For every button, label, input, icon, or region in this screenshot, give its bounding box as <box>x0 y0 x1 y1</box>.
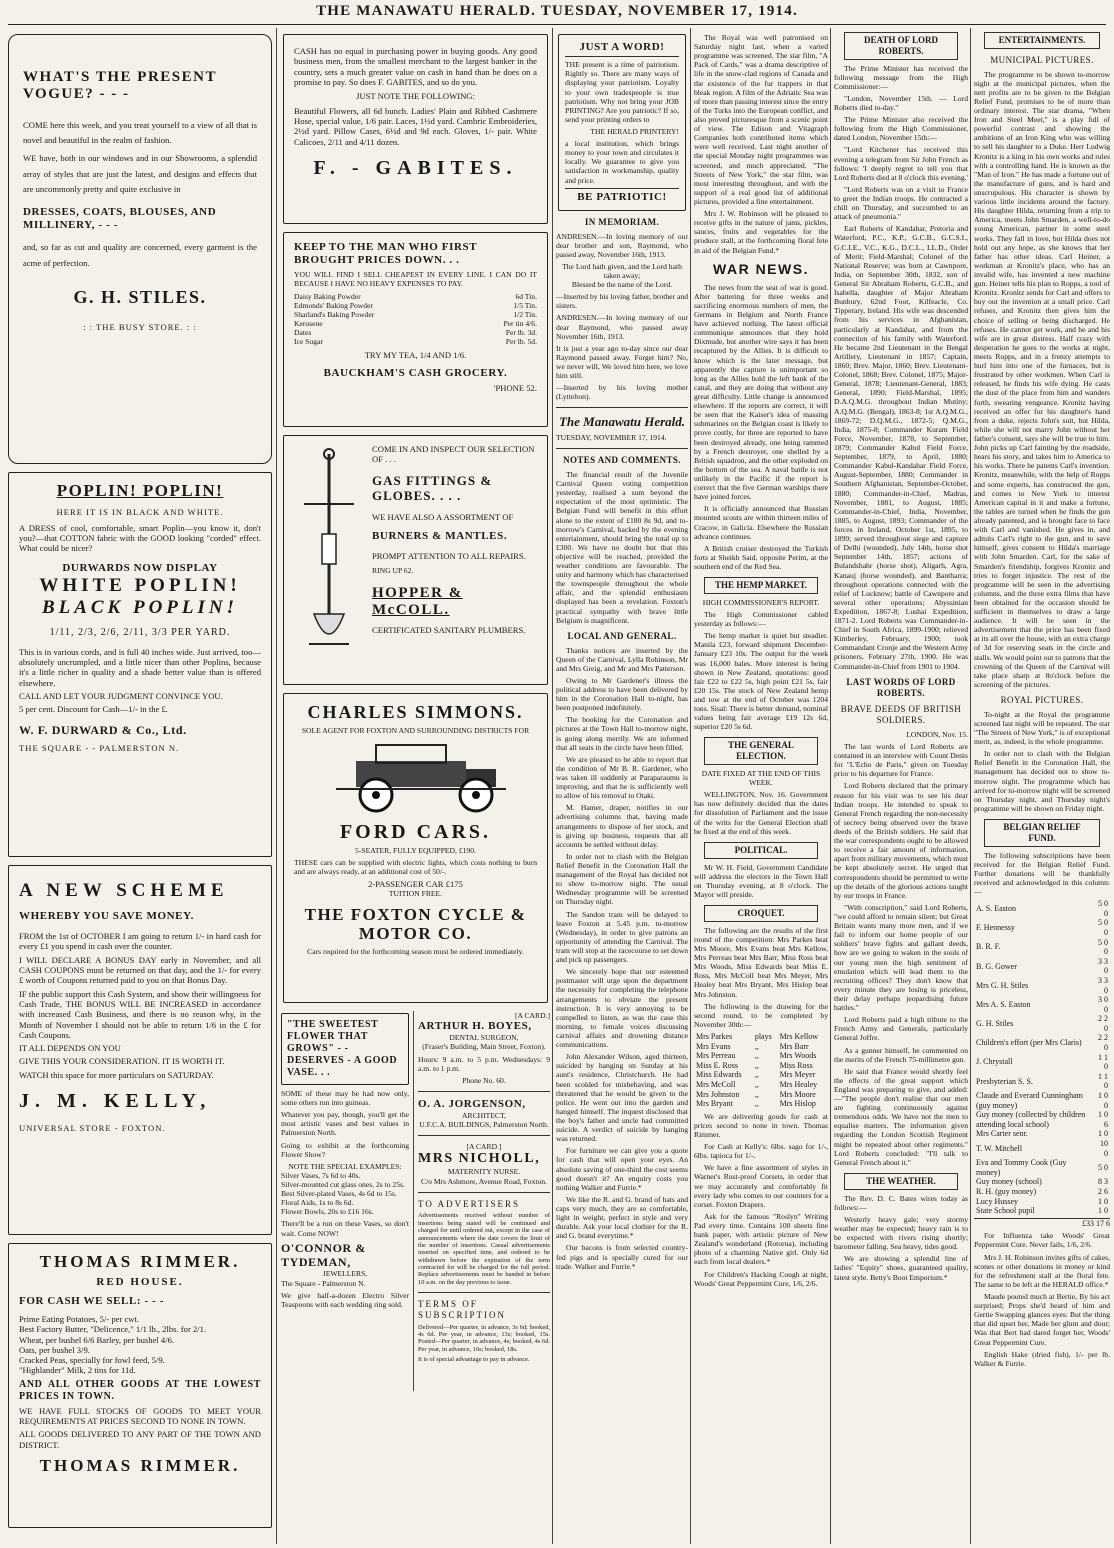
news-item: The Royal was well patronised on Saturday night last, when a varied programme was screened. The star film, "A Pack of Cards," was a drama descriptive of life in the snow-clad regions of Canada and the existence of the fur trappers in that bleak region. A film of the Adriatic Sea was of more than passing interest since the entry of the Turks into the European conflict, and also proved picturesque from a scenic point of view. The Edison and Vitagraph Companies both contributed items which were well received. Last night another of the special Monday night programmes was screened, and much appreciated. "The Streets of New York," the star film, was most interesting throughout, and with the support of a real good list of additional pictures, provided a fine entertainment. <box>694 33 828 206</box>
list-item: Silver-mounted cut glass ones, 2s to 25s. <box>281 1179 405 1189</box>
simmons-name: THE FOXTON CYCLE & MOTOR CO. <box>304 904 527 944</box>
hopper-body: COME IN AND INSPECT OUR SELECTION OF . . . <box>372 444 535 465</box>
durward-headline: BLACK POPLIN! <box>41 596 239 618</box>
entertainments-title: ENTERTAINMENTS. <box>984 32 1100 49</box>
herald-date: TUESDAY, NOVEMBER 17, 1914. <box>556 433 667 443</box>
column-rule <box>276 28 277 1544</box>
just-a-word-body: THE present is a time of patriotism. Rightly so. There are many ways of displaying your patriotism. Loyalty to your own tradespeople is true patriotism. Why not bring your JOB PRINTING? Are you patriotic? If so, send your printing orders to <box>565 60 679 124</box>
news-item: The last words of Lord Roberts are contained in an interview with Count Denis for "L'Echo de Paris," given on Tuesday prior to his departure for France. <box>834 742 968 779</box>
durward-address: THE SQUARE - - PALMERSTON N. <box>19 742 180 753</box>
nicholl-address: C/o Mrs Ashmore, Avenue Road, Foxton. <box>421 1176 547 1186</box>
column-rule <box>690 28 691 1544</box>
stiles-headline: WHAT'S THE PRESENT VOGUE? - - - <box>23 69 217 103</box>
stiles-tagline: : : THE BUSY STORE. : : <box>83 321 197 332</box>
kelly-body: IT ALL DEPENDS ON YOU <box>19 1043 121 1054</box>
durward-ad <box>8 472 272 857</box>
simmons-ad <box>283 693 548 1003</box>
memoriam-text: ANDRESEN.—In loving memory of our dear Raymond, who passed away November 16th, 1913. <box>556 313 688 341</box>
local-item: We are pleased to be able to report that the condition of Mr B. R. Gardener, who was taken ill suddenly at Paraparaumu is improving, and that he is sufficiently well to allow of his removal to Otaki. <box>556 754 688 801</box>
masthead-rule <box>8 24 1106 25</box>
memoriam-text: The Lord hath given, and the Lord hath taken away; Blessed be the name of the Lord. <box>562 261 682 290</box>
column-1 <box>6 30 274 1544</box>
hopper-phone: RING UP 62. <box>372 565 414 575</box>
durward-body: A DRESS of cool, comfortable, smart Poplin—you know it, don't you?—that COTTON fabric with the GOOD looking "corded" effect. What could be nicer? <box>19 522 261 554</box>
news-item: The Rev. D. C. Bates wires today as follows:— <box>834 1193 968 1212</box>
news-item: For Cash at Kelly's: 6lbs. sago for 1/-, 6lbs. tapioca for 1/-. <box>694 1142 828 1161</box>
ford-car-illustration <box>316 739 516 817</box>
tydeman-body: Whatever you pay, though, you'll get the most artistic vases and best values in Palmerston North. <box>281 1110 409 1138</box>
news-item: "Lord Roberts was on a visit to France to greet the Indian troops. He contracted a chill on Thursday, and succumbed to an attack of pneumonia." <box>834 184 968 222</box>
rimmer-subhead: RED HOUSE. <box>96 1275 184 1288</box>
tydeman-name: O'CONNOR & TYDEMAN, <box>281 1240 366 1270</box>
stiles-name: G. H. STILES. <box>73 287 207 308</box>
rimmer-name: THOMAS RIMMER. <box>39 1456 241 1476</box>
local-item: We like the R. and G. brand of hats and caps very much, they are so comfortable, light in weight, perfect in style and very durable. Ask your local clothier for the R. and G. brand everytime.* <box>556 1194 688 1241</box>
column-4 <box>694 30 828 1544</box>
rimmer-body: AND ALL OTHER GOODS AT THE LOWEST PRICES IN TOWN. <box>19 1378 261 1402</box>
croquet-draw-table <box>694 1032 828 1109</box>
table-row: Eva and Tommy Cook (Guy money) 5 0 <box>976 1158 1108 1177</box>
war-news-title: WAR NEWS. <box>713 260 809 277</box>
local-item: We sincerely hope that our esteemed postmaster will urge upon the department the necessity for completing the telephone arrangements to obviate the present instruction. It is very annoying to be compelled to listen, as was the case this morning, to female voices discussing carnival affairs and drowning distance communications. <box>556 967 688 1050</box>
local-item: For furniture we can give you a quote for cash that will open your eyes. An absolute saving of one-third the cost seems good doesn't it? An enquiry costs you nothing Walker and Furrie.* <box>556 1146 688 1192</box>
masthead: THE MANAWATU HERALD. TUESDAY, NOVEMBER 17, 1914. <box>316 3 798 19</box>
stiles-headline: DRESSES, COATS, BLOUSES, AND MILLINERY, - - - <box>23 205 217 232</box>
jorgenson-name: O. A. JORGENSON, <box>418 1097 526 1110</box>
kelly-subhead: WHEREBY YOU SAVE MONEY. <box>19 909 194 922</box>
gas-fitting-illustration <box>294 444 364 676</box>
news-item: He said that France would shortly feel the effects of the great support which England was preparing to give, and added:—"The people don't realise that our men are fighting continuously against tremendous odds. We have not the men to equalise matters. The information given regarding the London Scottish Regiment might be repeated about other regiments." Lord Roberts concluded: "I'll talk to General French about it." <box>834 1066 968 1167</box>
list-item: Floral Aids, 1s to 8s 6d. <box>281 1198 354 1208</box>
stiles-body: WE have, both in our windows and in our Showrooms, a splendid array of styles that are just the latest, and designs and effects that are uncommonly pretty and quite exclusive in <box>23 153 257 195</box>
news-item: We have a fine assortment of styles in Warner's Rust-proof Corsets, in order that we may accurately and comfortably fit every lady who comes to our counters for a corset. Foxton Drapers. <box>694 1163 828 1209</box>
local-item: M. Hamer, draper, notifies in our advertising columns that, having made arrangements to dispose of her stock, and is giving up business, requests that all accounts be settled without delay. <box>556 803 688 849</box>
royal-pictures-title: ROYAL PICTURES. <box>1000 695 1084 706</box>
news-item: The High Commissioner cabled yesterday as follows:— <box>694 610 828 629</box>
local-item: Owing to Mr Gardener's illness the political address to have been delivered by him in the Coronation Hall to-night, has been postponed indefinitely. <box>556 675 688 713</box>
table-row: Mrs Bryant ,, Mrs Hislop <box>696 1099 816 1109</box>
simmons-body: 2-PASSENGER CAR £175 <box>368 879 463 890</box>
table-row: B. R. F. 5 0 0 <box>976 937 1108 957</box>
table-row: Guy money (collected by children attending local school) 1 0 6 <box>976 1110 1108 1129</box>
kelly-body: GIVE THIS YOUR CONSIDERATION. IT IS WORTH IT. <box>19 1056 225 1067</box>
tydeman-body: SOME of these may be had now only, some others run into guineas. <box>281 1089 409 1108</box>
news-item: It is officially announced that Russian mounted scouts are within thirteen miles of Cracow, in Galicia. Elsewhere the Russian advance continues. <box>694 504 828 541</box>
list-item: Oats, per bushel 3/9. <box>19 1344 90 1355</box>
list-item: Flower Bowls, 20s to £16 16s. <box>281 1207 374 1217</box>
advertisers-headline: TO ADVERTISERS <box>418 1198 521 1209</box>
column-rule <box>552 28 553 1544</box>
be-patriotic: BE PATRIOTIC! <box>565 188 679 204</box>
hopper-body: PROMPT ATTENTION TO ALL REPAIRS. <box>372 551 526 562</box>
kelly-name: J. M. KELLY, <box>19 1090 212 1113</box>
tydeman-body: There'll be a run on these Vases, so don't wait. Come NOW! <box>281 1219 409 1238</box>
news-item: English Hake (dried fish), 1/- per lb. Walker & Furrie. <box>974 1349 1110 1368</box>
hopper-headline: GAS FITTINGS & GLOBES. . . . <box>372 472 493 504</box>
boyes-subhead: DENTAL SURGEON, <box>449 1033 519 1043</box>
hopper-body: WE HAVE ALSO A ASSORTMENT OF <box>372 511 514 522</box>
news-item: A British cruiser destroyed the Turkish forts at Sheikh Said, opposite Perim, at the southern end of the Red Sea. <box>694 543 828 571</box>
table-row: Presbyterian S. S. 1 1 0 <box>976 1071 1108 1091</box>
list-item: Silver Vases, 7s 6d to 40s. <box>281 1170 361 1180</box>
tydeman-note: NOTE THE SPECIAL EXAMPLES: <box>288 1161 402 1171</box>
simmons-body: TUITION FREE. <box>388 889 443 899</box>
last-words-title: LAST WORDS OF LORD ROBERTS. <box>846 676 956 698</box>
gabites-body: CASH has no equal in purchasing power in buying goods. Any good business men, from the smallest merchant to the largest banker in the country, sets a much greater value on cash in hand than he does on a promise to pay. So does F. GABITES, and so do you. <box>294 46 537 87</box>
just-a-word-ad <box>558 34 686 211</box>
dateline: LONDON, Nov. 15. <box>906 729 968 739</box>
roberts-title: DEATH OF LORD ROBERTS. <box>844 32 958 60</box>
memoriam-text: —Inserted by his loving mother (Lyttelton). <box>556 383 688 402</box>
gabites-body: Beautiful Flowers, all 6d bunch. Ladies' Plain and Ribbed Cashmere Hose, special value, 1/6 pair. Laces, 1½d yard. Cambric Embroideries, 2½d yard. Pillow Cases, 6½d and 9d each. Gloves, 1/- pair. White Calicoes, 2/11 and 4/11 dozen. <box>294 105 537 147</box>
subscriptions-table <box>974 899 1110 1216</box>
rimmer-subhead: FOR CASH WE SELL: - - - <box>19 1294 164 1307</box>
list-item: Prime Eating Potatoes, 5/- per cwt. <box>19 1313 140 1324</box>
list-item: Wheat, per bushel 6/6 Barley, per bushel 4/6. <box>19 1334 175 1345</box>
boyes-hours: Hours: 9 a.m. to 5 p.m. Wednesdays: 9 a.m. to 1 p.m. <box>418 1054 550 1073</box>
bauckham-ad <box>283 232 548 427</box>
durward-headline: POPLIN! POPLIN! <box>56 481 224 500</box>
list-item: Best Silver-plated Vases, 4s 6d to 15s. <box>281 1189 397 1199</box>
gas-lamp-icon <box>294 444 364 664</box>
news-item: The programme to be shown to-morrow night at the municipal pictures, when the nett profits are to be given to the Belgian Relief Fund, promises to be of more than ordinary interest. The star drama, "When Iron and Steel Meet," is a play full of powerful contrast and showing the ambitions of an Iron King who was willing to sell his daughter to a Duke. Herr Ludwig Kronitz is a king in his own works and rules with a controlling hand. He is known as the "Man of Iron." He has made a fortune out of the manufacture of guns, and is hard and unscrupulous. His character is shown by various little incidents around the factory. His daughter Hilda, returning from a trip to America, meets John Smarden, a well-to-do young American, partner in some steel works. They fall in love, but Hilda does not hold out any hope, as she knows that her father has other ideas. Carl Heiner, a workman at Kronitz's place, who has an invalid wife, has invented a new machine gun. Heiner tells his plan to Ropps, a tool of Kronitz. Kronitz sends for Carl and offers to buy out the invention at a small price. Carl refuses, and Kronitz then gives him the choice of selling or being discharged. He refuses. He cannot get work, and he and his wife are in great distress. Half crazy with desperation he goes to the works at night, meets Ropps, and in a frenzy attempts to hurl him into one of the furnaces, but is frustrated by other workmen. When Carl is released, he finds his wife dying. He casts the dust of the place from him and wanders forth, swearing vengeance. Kronitz having received an offer for his daughter's hand from a duke, rejects John's suit, but Hilda, while she will not marry John without her father's consent, says she will be true to him. John picks up Carl fainting by the roadside, hears his story, and takes him to America to his works. There he patents Carl's invention. Kronitz, meanwhile, with the help of Ropps and some experts, has constructed the gun, and comes to New York to interest American capital in it and make a fortune, the tables are turned when he finds the gun already patented, and is brought face to face with Carl and vanished. He gives in, and admits Carl's right to the gun, and to save himself, gives consent to Hilda's marriage with John Smarden. Carl, for the sake of Smarden's friendship, forgives Kronitz and tries to forget injustice. The rest of the programme will be seen in the advertising columns, and the three extra films that have been obtained for the occasion should be sufficient in themselves to draw a large audience. It will be seen in the advertisement that the price has been fixed at its all over the house, with an extra charge of 3d for reserving seats in the circle and stalls. We would point out to patrons that the crowning of the Queen of the Carnival will take place sharp at 8o'clock before the screening of the pictures. <box>974 69 1110 689</box>
gabites-name: F. - GABITES. <box>313 156 518 179</box>
table-row: F. Hennessy 5 0 0 <box>976 918 1108 937</box>
rimmer-ad <box>8 1243 272 1528</box>
kelly-body: FROM the 1st of OCTOBER I am going to return 1/- in hard cash for every £1 you spend in cash over the counter. <box>19 931 261 952</box>
news-item: Mrs J. W. Robinson will be pleased to receive gifts in the nature of jams, pickles, sauces, fruits and vegetables for the produce stall, at the forthcoming floral fete in aid of the Belgian Fund.* <box>694 209 828 255</box>
rimmer-price-list <box>19 1314 261 1376</box>
gabites-ad <box>283 34 548 224</box>
bauckham-headline: KEEP TO THE MAN WHO FIRST BROUGHT PRICES DOWN. . . <box>294 241 478 267</box>
table-row: Children's effort (per Mrs Claris) 2 2 0 <box>976 1033 1108 1053</box>
cards-column <box>413 1011 550 1391</box>
political-title: POLITICAL. <box>704 842 818 859</box>
news-item: The Prime Minister also received the following from the High Commissioner, dated London, November 15th:— <box>834 115 968 143</box>
news-item: Maude pouted much at Bertie, By his act surprised; Props she'd heard of him and Gertie Swapping glances eyes: But the thing that did upset her, Made her glum and dour; Was that Bert had dared forget her, Woods' Great Peppermint Cure. <box>974 1292 1110 1347</box>
memoriam-text: ANDRESEN.—In loving memory of our dear brother and son, Raymond, who passed away, November 16th, 1913. <box>556 231 688 259</box>
table-row: Lucy Hussey 1 0 <box>976 1196 1108 1206</box>
news-item: "Lord Kitchener has received this evening a telegram from Sir John French as follows: 'I deeply regret to tell you that Lord Roberts died at 8 o'clock this evening.' <box>834 145 968 182</box>
rimmer-body: ALL GOODS DELIVERED TO ANY PART OF THE TOWN AND DISTRICT. <box>19 1429 261 1450</box>
table-row: J. Chrystall 1 1 0 <box>976 1052 1108 1072</box>
table-row: Miss E. Ross ,, Miss Ross <box>696 1060 813 1070</box>
rimmer-headline: THOMAS RIMMER. <box>39 1252 241 1271</box>
jorgenson-subhead: ARCHITECT, <box>462 1111 506 1121</box>
table-row: Mrs Johnston ,, Mrs Moore <box>696 1089 816 1099</box>
in-memoriam-title: IN MEMORIAM. <box>584 216 660 227</box>
simmons-headline: CHARLES SIMMONS. <box>307 702 524 722</box>
simmons-headline: FORD CARS. <box>339 820 492 843</box>
list-item: Sharland's Baking Powder 1/2 Tin. <box>294 309 537 319</box>
local-item: The booking for the Coronation and pictures at the Town Hall to-morrow night, is going along merrily. We are informed that all seats in the circle have been filled. <box>556 715 688 752</box>
news-item: Lord Roberts paid a high tribute to the French Army and Generals, particularly General Joffre. <box>834 1015 968 1043</box>
local-item: John Alexander Wilson, aged thirteen, suicided by hanging on Sunday at his aunt's residence, Christchurch. He had been scolded for misbehaving, and was threatened that he would be given to the police. He went out into the garden and hanged himself. The inquest disclosed that the boy's father and uncle had committed suicide. A verdict of suicide by hanging was returned. <box>556 1052 688 1144</box>
bauckham-price-list <box>294 292 537 347</box>
nicholl-name: MRS NICHOLL, <box>418 1151 541 1167</box>
durward-name: W. F. DURWARD & Co., Ltd. <box>19 722 187 737</box>
herald-printery: THE HERALD PRINTERY! <box>590 126 679 136</box>
boyes-address: (Fraser's Building, Main Street, Foxton). <box>422 1042 546 1052</box>
simmons-body: THESE cars can be supplied with electric lights, which costs nothing to burn and are always ready, at an additional cost of 50/-. <box>294 857 537 877</box>
news-item: Westerly heavy gale; very stormy weather may be expected; heavy rain is to be expected with rivers rising shortly; barometer falling. Sea heavy, tides good. <box>834 1214 968 1252</box>
table-row: Mrs Carter senr. 1 0 <box>976 1129 1108 1139</box>
subscriptions-total: £33 17 6 <box>974 1218 1110 1229</box>
durward-body: This is in various cords, and is full 40 inches wide. Just arrived, too—absolutely uncrumpled, and a little nicer than other Poplins, because it's a little richer in quality and a shade better value than is offered elsewhere. <box>19 646 261 688</box>
kelly-address: UNIVERSAL STORE - FOXTON. <box>19 1123 166 1134</box>
notes-text: The financial result of the Juvenile Carnival Queen voting competition yesterday, realised a sum beyond the expectation of the most optimistic. The Belgian Fund will benefit in this effort alone to the extent of £180 8s 9d, and to-morrow's Carnival, backed by the evening entertainment, should bring the total up to £300. We have no doubt but that this objective will be reached, provided the weather conditions are favourable. The unity and harmony which has characterised the townspeople throughout the whole affair, and the splendid enthusiasm displayed has been a revelation. Foxton's practical sympathy with brave little Belgium is magnificent. <box>556 469 688 625</box>
tydeman-headline: "THE SWEETEST FLOWER THAT GROWS" - - DESERVES - A GOOD VASE. . . <box>287 1019 398 1078</box>
stiles-body: COME here this week, and you treat yourself to a view of all that is novel and beautiful in the realm of fashion. <box>23 119 257 145</box>
news-item: Earl Roberts of Kandahar, Pretoria and Waterford, P.C., K.P., G.C.B., G.C.S.I., G.C.I.E., V.C., K.G., D.C.L., LL.D., Order of Merit; Field-Marshal; Colonel of the National Reserve; was born at Cawnpore, India, on September 30th, 1832, son of General Sir Abraham Roberts, G.C.B., and Isabella, daughter of Major Abraham Bunbury, 62nd Foot, Kilfeacle, Co. Tipperary, Ireland. His wife was descended from his services in Afghanistan, particularly at Kandahar, and from the connection of his family with Waterford. He became 2nd Lieutenant in the Bengal Artillery, Lieutenant in 1857; Captain, 1860; Brev. Major, 1860; Brev. Lieutenant-Colonel, 1868; Brev. Colonel, 1875; Major-General, 1878; Lieutenant-General, 1883; General, 1890; Field-Marshal, 1895; D.A.Q.M.G. throughout Indian Mutiny; A.Q.M.G. (Bengal), 1863-8; 1st A.Q.M.G., 1869-72; D.Q.M.G., 1872-5; Q.M.G., India, 1875-8; Commander Kuram Field Force, November, 1878, to September, 1879; Commander Kabul Field Force, September, 1879, to April, 1880; Commander Kabul-Kandahar Field Force, August-September, 1880; Commander in Southern Afghanistan, September-October, 1880; Commander-in-Chief, Madras, November, 1881, to August, 1885; Commander-in-Chief, India, November, 1885, to August, 1893; Commander of the forces in Ireland, October 1st, 1895, to 1899; served throughout siege and capture of Delhi (wounded), July 14th, horse shot September 14th, 1857; actions of Bulandshahr (horse shot), Aligarh, Agra, Kanauj (horse wounded), and Bantharra; throughout operations connected with the relief of Lucknow; battle of Cawnpore and several other operations; Abyssinian Expedition, 1867-8; Lushai Expedition, 1871-2. Lord Roberts was Commander-in-Chief in South Africa, 1899-1900; relieved Kimberley, February, 1900; took Commandant Cronje and the Western Army prisoners, February 27th, 1900. He was Commander-in-Chief from 1901 to 1904. <box>834 224 968 671</box>
local-title: LOCAL AND GENERAL. <box>567 630 677 641</box>
stiles-ad <box>8 34 272 464</box>
relief-fund-title: BELGIAN RELIEF FUND. <box>984 819 1100 847</box>
hemp-title: THE HEMP MARKET. <box>704 577 818 594</box>
subscription-headline: TERMS OF SUBSCRIPTION <box>418 1299 507 1320</box>
hopper-ad <box>283 435 548 685</box>
kelly-body: IF the public support this Cash System, and show their willingness for Cash Trade, THE BONUS WILL BE INCREASED in accordance with increased Cash Business, and there is no reason why, in the Month of November I should not be able to return 1/6 in the £ for Cash Coupons. <box>19 988 261 1040</box>
herald-nameplate: The Manawatu Herald. <box>558 414 686 430</box>
election-title: THE GENERAL ELECTION. <box>704 737 818 765</box>
tydeman-ad <box>281 1011 409 1391</box>
durward-prices: 1/11, 2/3, 2/6, 2/11, 3/3 PER YARD. <box>49 626 231 638</box>
subscription-body: It is of special advantage to pay in advance. <box>418 1356 530 1364</box>
news-item: "London, November 15th. — Lord Roberts died to-day." <box>834 93 968 113</box>
table-row: Mrs Evans ,, Mrs Barr <box>696 1041 809 1051</box>
table-row: State School pupil 1 0 <box>976 1206 1108 1216</box>
nicholl-subhead: MATERNITY NURSE. <box>447 1167 521 1177</box>
durward-headline: WHITE POPLIN! <box>39 574 241 596</box>
memoriam-text: —Inserted by his loving father, brother and sisters. <box>556 292 688 311</box>
weather-title: THE WEATHER. <box>844 1173 958 1190</box>
news-item: We are delivering goods for cash at prices second to none in town. Thomas Rimmer. <box>694 1111 828 1139</box>
column-6 <box>974 30 1110 1544</box>
news-item: As a gunner himself, he commented on the merits of the French 75-millimetre gun. <box>834 1045 968 1064</box>
news-item: Mr W. H. Field, Government Candidate will address the electors in the Town Hall on Thursday evening, at 8 o'clock. The Mayor will preside. <box>694 862 828 899</box>
hemp-subtitle: HIGH COMMISSIONER'S REPORT. <box>702 597 820 607</box>
table-row: Claude and Everard Cunningham (guy money) 1 0 0 <box>976 1091 1108 1110</box>
list-item: Kerosene Per tin 4/6. <box>294 318 537 328</box>
local-item: The Sandon tram will be delayed to leave Foxton at 5.45 p.m. to-morrow (Wednesday), in order to give patrons an opportunity of attending the Carnival. The tram will stop at the racecourse to set down and pick up passengers. <box>556 909 688 965</box>
table-row: G. H. Stiles 2 2 0 <box>976 1014 1108 1033</box>
list-item: Daisy Baking Powder 6d Tin. <box>294 291 537 301</box>
table-row: Mrs G. H. Stiles 3 3 0 <box>976 975 1108 995</box>
durward-body: CALL AND LET YOUR JUDGMENT CONVINCE YOU. <box>19 690 223 701</box>
news-item: The following is the drawing for the second round, to be completed by November 30th:— <box>694 1001 828 1029</box>
news-item: The news from the seat of war is good. After battering for three weeks and sacrificing enormous numbers of men, the Germans in Belgium and North France have achieved nothing. The latest official communique announces that they hold Dixmude, but another wire says it has been recaptured by the Allies. It is difficult to know which is the later message, but apparently the capture is unimportant so long as the Allies hold the left bank of the canal, and they are doing that without any great difficulty. Little change is announced elsewhere. If the reports are correct, it will be seen that the Kaiser's idea of massing submarines on the Belgian coast is likely to prove costly, for three are reported to have been destroyed already, one being rammed by a French destroyer, one shelled by a British squadron, and the other exploded on the bottom of the sea. A naval battle is not unlikely in the Pacific if the report is correct that the five German warships there have joined forces. <box>694 282 828 502</box>
kelly-ad <box>8 865 272 1235</box>
news-item: To-night at the Royal the programme screened last night will be repeated. The star "The Streets of New York," is of exceptional merit, as, indeed, is the whole programme. <box>974 709 1110 747</box>
hopper-name: HOPPER & McCOLL. <box>372 584 463 618</box>
simmons-subhead: SOLE AGENT FOR FOXTON AND SURROUNDING DISTRICTS FOR <box>301 725 530 735</box>
simmons-body: Cars required for the forthcoming season must be ordered immediately. <box>307 946 524 956</box>
tydeman-subhead: JEWELLERS, <box>322 1269 368 1279</box>
bauckham-tea: TRY MY TEA, 1/4 AND 1/6. <box>364 350 467 361</box>
durward-body: 5 per cent. Discount for Cash—1/- in the £. <box>19 704 168 715</box>
municipal-pictures-title: MUNICIPAL PICTURES. <box>990 54 1094 65</box>
table-row: Mrs McColl ,, Mrs Healey <box>696 1080 818 1089</box>
rimmer-body: WE HAVE FULL STOCKS OF GOODS TO MEET YOUR REQUIREMENTS AT PRICES SECOND TO NONE IN TOWN. <box>19 1405 261 1427</box>
table-row: Mrs A. S. Easton 3 0 0 <box>976 995 1108 1014</box>
memoriam-text: It is just a year ago to-day since our dear Raymond passed away. Forget him? No, we never will, We loved him here, we love him still. <box>556 343 688 381</box>
lower-ads <box>281 1011 550 1391</box>
news-item: The Prime Minister has received the following message from the High Commissioner:— <box>834 63 968 91</box>
stiles-body: and, so far as cut and quality are concerned, every garment is the acme of perfection. <box>23 242 257 268</box>
brave-deeds-title: BRAVE DEEDS OF BRITISH SOLDIERS. <box>840 704 962 726</box>
bauckham-phone: 'PHONE 52. <box>493 382 537 393</box>
tydeman-body: Going to exhibit at the forthcoming Flower Show? <box>281 1140 409 1159</box>
news-item: "With conscription," said Lord Roberts, "we could afford to remain silent; but Great Britain wants many more men, and if we fail to inform our home people of our soldiers' brave fights and gallant deeds, how are we going to waken in the souls of our young men the high sentiment of emulation which will lead them to the recruiting offices? They don't know that every minute they are losing is priceless, their delay perhaps jeopardising future battles." <box>834 902 968 1013</box>
tydeman-body: We give half-a-dozen Electro Silver Teaspoons with each wedding ring sold. <box>281 1290 409 1309</box>
list-item: Ice Sugar Per lb. 5d. <box>294 337 537 347</box>
news-item: In order not to clash with the Belgian Relief Benefit in the Coronation Hall, the management has decided not to show to-morrow night. The programme which has arrived for to-morrow night will be screened on Thursday night, and Thursday night's programme will be shown on Friday night. <box>974 749 1110 813</box>
list-item: Best Factory Butter, "Delicence," 1/1 lb., 2lbs. for 2/1. <box>19 1324 207 1335</box>
column-2 <box>281 30 550 1544</box>
notes-title: NOTES AND COMMENTS. <box>563 455 681 466</box>
hopper-headline: BURNERS & MANTLES. <box>372 530 508 543</box>
list-item: Edmonds' Baking Powder 1/5 Tin. <box>294 300 537 310</box>
local-item: Our bacons is from selected country-fed pigs and is specially cured for our trade. Walker and Furrie.* <box>556 1243 688 1271</box>
croquet-title: CROQUET. <box>704 905 818 922</box>
nicholl-card-label: [A CARD.] <box>466 1142 502 1152</box>
news-item: WELLINGTON, Nov. 16. Government has now definitely decided that the dates for dissolution of Parliament and the issue of the writs for the General Election shall be fixed at the end of this week. <box>694 790 828 836</box>
table-row: A. S. Easton 5 0 0 <box>976 899 1108 918</box>
bauckham-name: BAUCKHAM'S CASH GROCERY. <box>323 366 508 379</box>
news-item: We are showing a splendid line of ladies' "Equity" shoes, guaranteed quality, latest style. Betty's Boot Emporium.* <box>834 1254 968 1282</box>
news-item: For Children's Hacking Cough at night, Woods' Great Peppermint Cure, 1/6, 2/6. <box>694 1269 828 1288</box>
simmons-spec: 5-SEATER, FULLY EQUIPPED, £190. <box>355 845 476 855</box>
tydeman-headline-box <box>281 1013 409 1085</box>
local-item: Thanks notices are inserted by the Queen of the Carnival, Lylla Robinson, Mr and Mrs Greig, and Mr and Mrs Patterson. <box>556 645 688 673</box>
election-subtitle: DATE FIXED AT THE END OF THIS WEEK. <box>701 769 821 788</box>
news-item: The hemp market is quiet but steadier. Manila £23, forward shipment December-January £23 10s. The output for the week was 16,000 bales. More interest is being shown in New Zealand, quotations: good fair £22 to £22 5s, high point £21 5s, fair £20 15s. The stock of New Zealand hemp and tow at the end of October was 1204 tons. Sisal: There is better demand, nominal values being fair average £19 12s 6d, superior £20 5s 6d. <box>694 631 828 732</box>
just-a-word-body: a local institution, which brings money to your town and circulates it locally. We guarantee to give you satisfaction in workmanship, quality and price. <box>565 139 679 185</box>
boyes-name: ARTHUR H. BOYES, <box>418 1020 532 1033</box>
boyes-card-label: [A CARD.] <box>514 1011 550 1020</box>
tydeman-address: The Square - Palmerston N. <box>281 1278 366 1288</box>
kelly-body: WATCH this space for more particulars on SATURDAY. <box>19 1069 214 1080</box>
local-item: In order not to clash with the Belgian Relief Benefit in the Coronation Hall the management of the Royal has decided not to show to-morrow night. The usual Wednesday programme will be screened on Thursday night. <box>556 851 688 907</box>
table-row: T. W. Mitchell 10 0 <box>976 1139 1108 1158</box>
news-item: Ask for the famous "Roslyn" Writing Pad every time. Contains 100 sheets fine bank paper, with artistic picture of New Zealand's wonderland (Rotorua), including photo of a charming Native girl. Only 6d each from local dealers.* <box>694 1211 828 1267</box>
list-item: "Highlander" Milk, 2 tins for 11d. <box>19 1365 136 1376</box>
gabites-note: JUST NOTE THE FOLLOWING: <box>356 91 475 102</box>
list-item: Dates Per lb. 3d. <box>294 328 537 338</box>
jorgenson-address: U.F.C.A. BUILDINGS, Palmerston North. <box>419 1120 549 1130</box>
news-item: The following are the results of the first round of the competition: Mrs Parkes beat Mrs Moore, Mrs Evans beat Mrs Kellow, Mrs Perreau beat Mrs Barr, Miss Ross beat Mrs Woods, Miss Edwards beat Miss E. Ross, Mrs McColl beat Mrs Meyer, Mrs Healey beat Mrs Bryant, Mrs Hislop beat Mrs Johnston. <box>694 925 828 999</box>
table-row: Guy money (school) 8 3 <box>976 1177 1108 1187</box>
kelly-headline: A NEW SCHEME <box>19 880 229 901</box>
table-row: Mrs Parkes plays Mrs Kellow <box>696 1032 819 1042</box>
advertisers-body: Advertisements received without number of insertions being stated will be continued and charged for until ordered out, except in the case of announcements where the date covers the limit of the number of insertions. Casual advertisements inserted on specified time, and ordered to be withdrawn before the expiration of the term contracted for will be charged for the full period. Replace advertisements must be handed in before 10 a.m. on the day previous to issue. <box>418 1212 550 1286</box>
table-row: B. G. Gower 3 3 0 <box>976 956 1108 976</box>
column-5 <box>834 30 968 1544</box>
boyes-phone: Phone No. 60. <box>462 1075 506 1085</box>
column-rule <box>970 28 971 1544</box>
list-item: Cracked Peas, specially for fowl feed, 5/9. <box>19 1355 165 1366</box>
just-a-word-headline: JUST A WORD! <box>565 41 679 57</box>
bauckham-body: YOU WILL FIND I SELL CHEAPEST IN EVERY LINE. I CAN DO IT BECAUSE I HAVE NO HEAVY EXPENSES TO PAY. <box>294 270 537 289</box>
subscription-body: Delivered—Per quarter, in advance, 3s 6d; booked, 4s 6d. Per year, in advance, 13s; booked, 15s. Posted—Per quarter, in advance, 4s; booked, 4s 6d. Per year, in advance, 16s; booked, 18s. <box>418 1323 550 1353</box>
column-rule <box>830 28 831 1544</box>
durward-subhead: HERE IT IS IN BLACK AND WHITE. <box>56 506 224 517</box>
table-row: R. H. (guy money) 2 6 <box>976 1186 1108 1196</box>
news-item: Mrs J. H. Robinson invites gifts of cakes, scones or other donations in money or kind for the refreshment stall at the floral fete. The same to be left at the HERALD office.* <box>974 1252 1110 1289</box>
durward-headline: DURWARDS NOW DISPLAY <box>62 561 218 574</box>
news-item: Lord Roberts declared that the primary reason for his visit was to see his dear Indian troops. He intended to speak to General French regarding the non-necessity of secrecy being observed over the brave deeds of the British soldiers. He said that the war correspondents ought to be allowed to receive a fair amount of information, apart from military movements, which must be kept absolutely secret. He urged that correspondents should be permitted to write up the details of the glorious actions taught by our troops in France. <box>834 781 968 900</box>
hopper-tagline: CERTIFICATED SANITARY PLUMBERS. <box>372 625 526 636</box>
column-3 <box>556 30 688 1544</box>
news-item: The following subscriptions have been received for the Belgian Relief Fund. Further donations will be thankfully received and acknowledged in this column:— <box>974 850 1110 897</box>
news-item: For Influenza take Woods' Great Peppermint Cure. Never fails, 1/6, 2/6. <box>974 1231 1110 1250</box>
table-row: Miss Edwards ,, Mrs Meyer <box>696 1070 816 1080</box>
table-row: Mrs Perreau ,, Mrs Woods <box>696 1051 817 1061</box>
kelly-body: I WILL DECLARE A BONUS DAY early in November, and all CASH COUPONS must be returned on that day, and the 1/- for every £ worth of Coupons returned paid to you on that Bonus Day. <box>19 954 261 986</box>
